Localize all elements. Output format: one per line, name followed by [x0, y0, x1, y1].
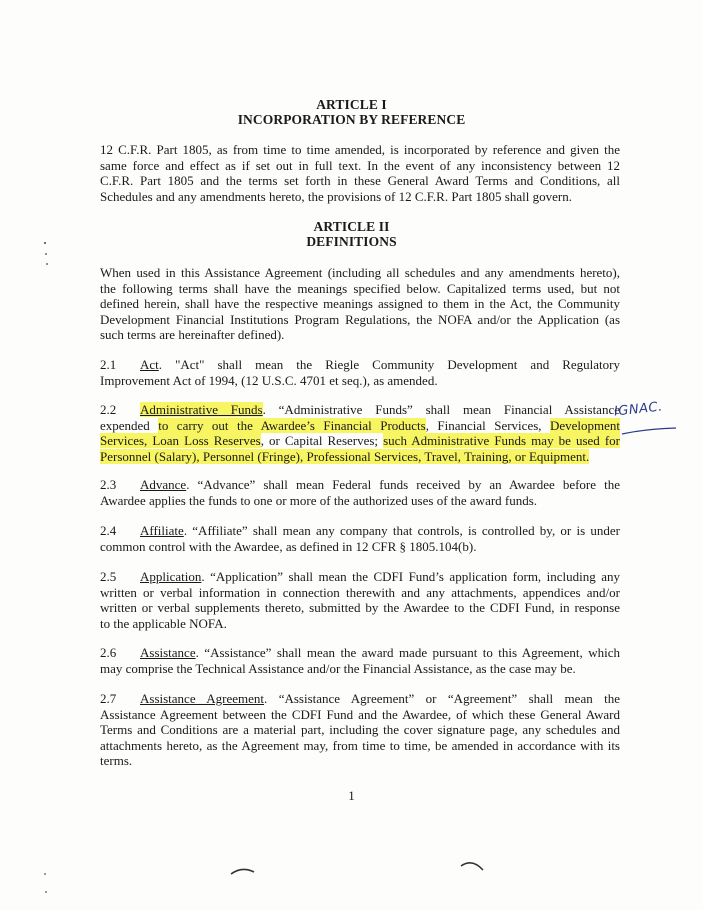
- article-1-subtitle: INCORPORATION BY REFERENCE: [237, 112, 466, 127]
- text-run: . “Application” shall mean the CDFI Fund’s application form, including any: [201, 569, 620, 584]
- text-line: Awardee applies the funds to one or more of the authorized uses of the award funds.: [100, 492, 538, 508]
- text-line: When used in this Assistance Agreement (including all schedules and any amendments hereto),: [100, 265, 620, 280]
- text-line: terms.: [100, 753, 133, 769]
- text-run: . “Administrative Funds” shall mean Financial Assistance: [262, 402, 620, 417]
- text-run: . "Act" shall mean the Riegle Community Development and Regulatory: [158, 357, 620, 372]
- article-2-intro: [100, 265, 620, 343]
- text-run: , or Capital Reserves;: [260, 433, 384, 449]
- binder-hole-mark: [458, 858, 488, 876]
- section-2-7: [100, 691, 620, 769]
- text-line: Assistance Agreement between the CDFI Fund and the Awardee, of which these General Award: [100, 706, 620, 722]
- defined-term: Assistance Agreement: [140, 691, 265, 706]
- highlighted-text: Development: [549, 417, 621, 433]
- article-1-title: ARTICLE I: [316, 97, 387, 112]
- text-line: same force and effect as if set out in full text. In the event of any inconsistency between 12: [100, 157, 620, 173]
- section-2-4: [100, 523, 620, 554]
- section-number: 2.3: [100, 477, 117, 492]
- handwritten-underline: [620, 424, 680, 438]
- article-1-body: [100, 142, 620, 204]
- text-line: to the applicable NOFA.: [100, 615, 227, 631]
- text-line: attachments hereto, as the Agreement may, from time to time, be amended in accordance with its: [100, 737, 620, 753]
- highlighted-text: Services, Loan Loss Reserves: [100, 433, 261, 449]
- text-line: such terms are hereinafter defined).: [100, 327, 285, 343]
- section-2-6: [100, 645, 620, 676]
- text-line: 12 C.F.R. Part 1805, as from time to time amended, is incorporated by reference and given the: [100, 142, 620, 157]
- text-line: Improvement Act of 1994, (12 U.S.C. 4701 et seq.), as amended.: [100, 372, 438, 388]
- text-run: expended: [100, 417, 159, 433]
- text-run: . “Assistance” shall mean the award made pursuant to this Agreement, which: [195, 645, 620, 660]
- binder-hole-mark: [228, 864, 258, 880]
- text-line: written or verbal supplements thereto, submitted by the Awardee to the CDFI Fund, in response: [100, 600, 620, 616]
- text-line: Development Financial Institutions Program Regulations, the NOFA and/or the Application (as: [100, 311, 620, 327]
- text-run: . “Affiliate” shall mean any company that controls, is controlled by, or is under: [183, 523, 620, 538]
- section-number: 2.2: [100, 402, 117, 417]
- section-number: 2.5: [100, 569, 117, 584]
- defined-term: Affiliate: [140, 523, 184, 538]
- text-line: Schedules and any amendments hereto, the provisions of 12 C.F.R. Part 1805 shall govern.: [100, 188, 572, 204]
- highlighted-text: to carry out the Awardee’s Financial Products: [158, 417, 426, 433]
- highlighted-text: such Administrative Funds may be used for: [383, 433, 621, 449]
- text-run: . “Advance” shall mean Federal funds received by an Awardee before the: [186, 477, 620, 492]
- article-2-subtitle: DEFINITIONS: [306, 234, 397, 249]
- scan-specks: [40, 240, 52, 270]
- text-line: common control with the Awardee, as defined in 12 CFR § 1805.104(b).: [100, 538, 477, 554]
- section-2-1: [100, 357, 620, 388]
- text-line: C.F.R. Part 1805 and the terms set forth in these General Award Terms and Conditions, all: [100, 173, 620, 189]
- text-line: Terms and Conditions are a material part, including the cover signature page, any schedules and: [100, 722, 620, 738]
- text-line: written or verbal information in connection therewith and any attachments, appendices and/or: [100, 584, 620, 600]
- section-2-3: [100, 477, 620, 508]
- handwritten-note: IGNAC.: [613, 399, 664, 420]
- section-number: 2.4: [100, 523, 117, 538]
- article-2-title: ARTICLE II: [313, 219, 390, 234]
- defined-term: Advance: [140, 477, 187, 492]
- text-run: , Financial Services,: [425, 417, 550, 433]
- section-number: 2.1: [100, 357, 117, 372]
- section-2-2: [100, 402, 620, 464]
- text-line: defined herein, shall have the respective meanings assigned to them in the Act, the Community: [100, 296, 620, 312]
- scan-specks: [40, 870, 52, 900]
- section-2-5: [100, 569, 620, 631]
- defined-term: Administrative Funds: [140, 402, 263, 417]
- defined-term: Assistance: [140, 645, 196, 660]
- defined-term: Act: [140, 357, 159, 372]
- page-number: 1: [348, 788, 355, 803]
- text-run: . “Assistance Agreement” or “Agreement” shall mean the: [264, 691, 620, 706]
- text-line: may comprise the Technical Assistance and/or the Financial Assistance, as the case may be.: [100, 660, 576, 676]
- highlighted-text: Personnel (Salary), Personnel (Fringe), Professional Services, Travel, Training, or Equipment.: [100, 448, 590, 464]
- section-number: 2.7: [100, 691, 117, 706]
- section-number: 2.6: [100, 645, 117, 660]
- text-line: the following terms shall have the meanings specified below. Capitalized terms used, but not: [100, 280, 620, 296]
- defined-term: Application: [140, 569, 202, 584]
